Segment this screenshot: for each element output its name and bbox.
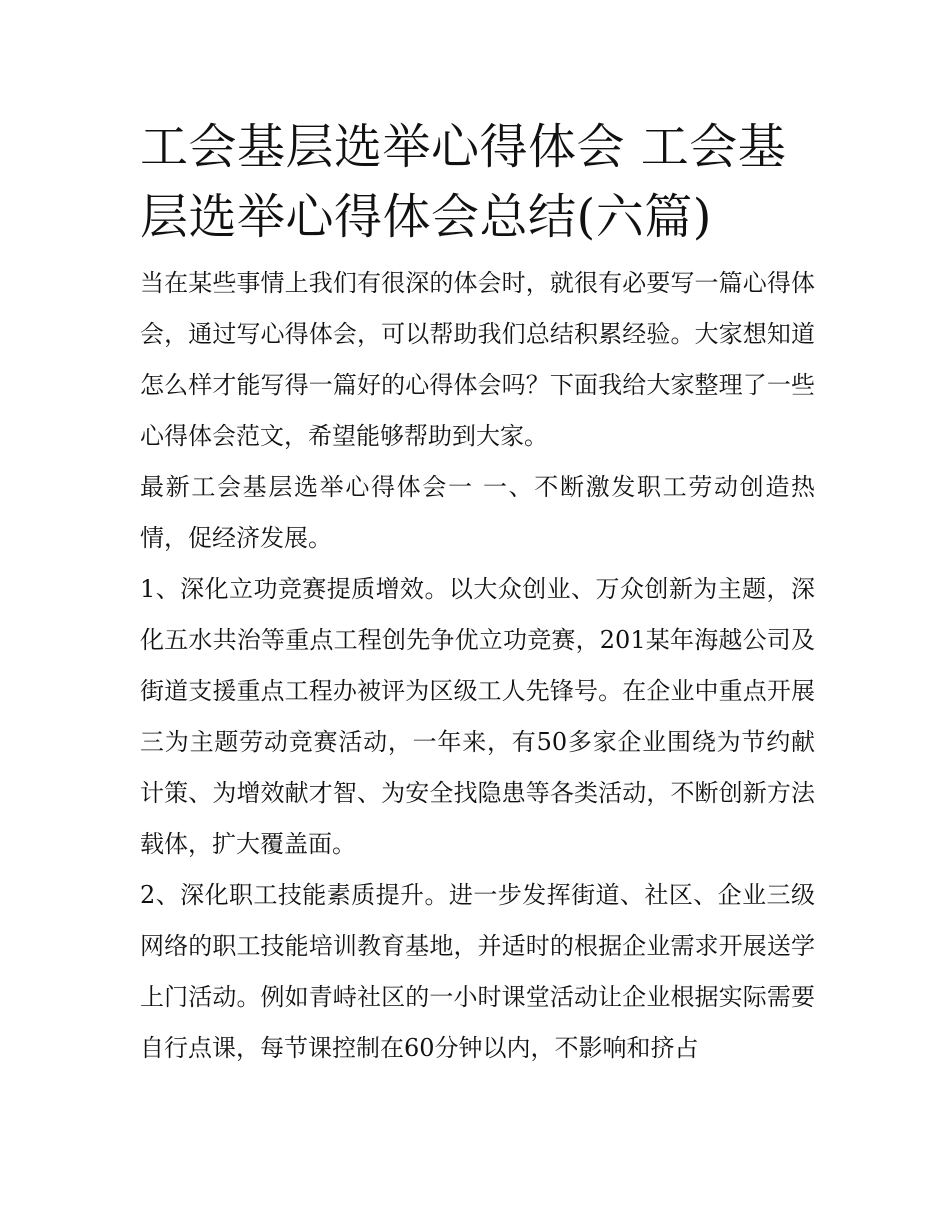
item-2-paragraph: 2、深化职工技能素质提升。进一步发挥街道、社区、企业三级网络的职工技能培训教育基地，并适时的根据企业需求开展送学上门活动。例如青峙社区的一小时课堂活动让企业根据实际需要自行点课，每节课控制在60分钟以内，不影响和挤占 xyxy=(140,881,815,1062)
item-1-paragraph: 1、深化立功竞赛提质增效。以大众创业、万众创新为主题，深化五水共治等重点工程创先争优立功竞赛，201某年海越公司及街道支援重点工程办被评为区级工人先锋号。在企业中重点开展三为主题劳动竞赛活动，一年来，有50多家企业围绕为节约献计策、为增效献才智、为安全找隐患等各类活动，不断创新方法载体，扩大覆盖面。 xyxy=(140,575,815,858)
document-body xyxy=(140,258,815,1074)
document-title: 工会基层选举心得体会 工会基层选举心得体会总结(六篇) xyxy=(140,119,787,245)
intro-paragraph: 当在某些事情上我们有很深的体会时，就很有必要写一篇心得体会，通过写心得体会，可以帮助我们总结积累经验。大家想知道怎么样才能写得一篇好的心得体会吗？下面我给大家整理了一些心得体会范文，希望能够帮助到大家。 xyxy=(140,269,815,450)
section-heading-paragraph: 最新工会基层选举心得体会一 一、不断激发职工劳动创造热情，促经济发展。 xyxy=(140,473,815,552)
document-content xyxy=(140,112,815,1074)
